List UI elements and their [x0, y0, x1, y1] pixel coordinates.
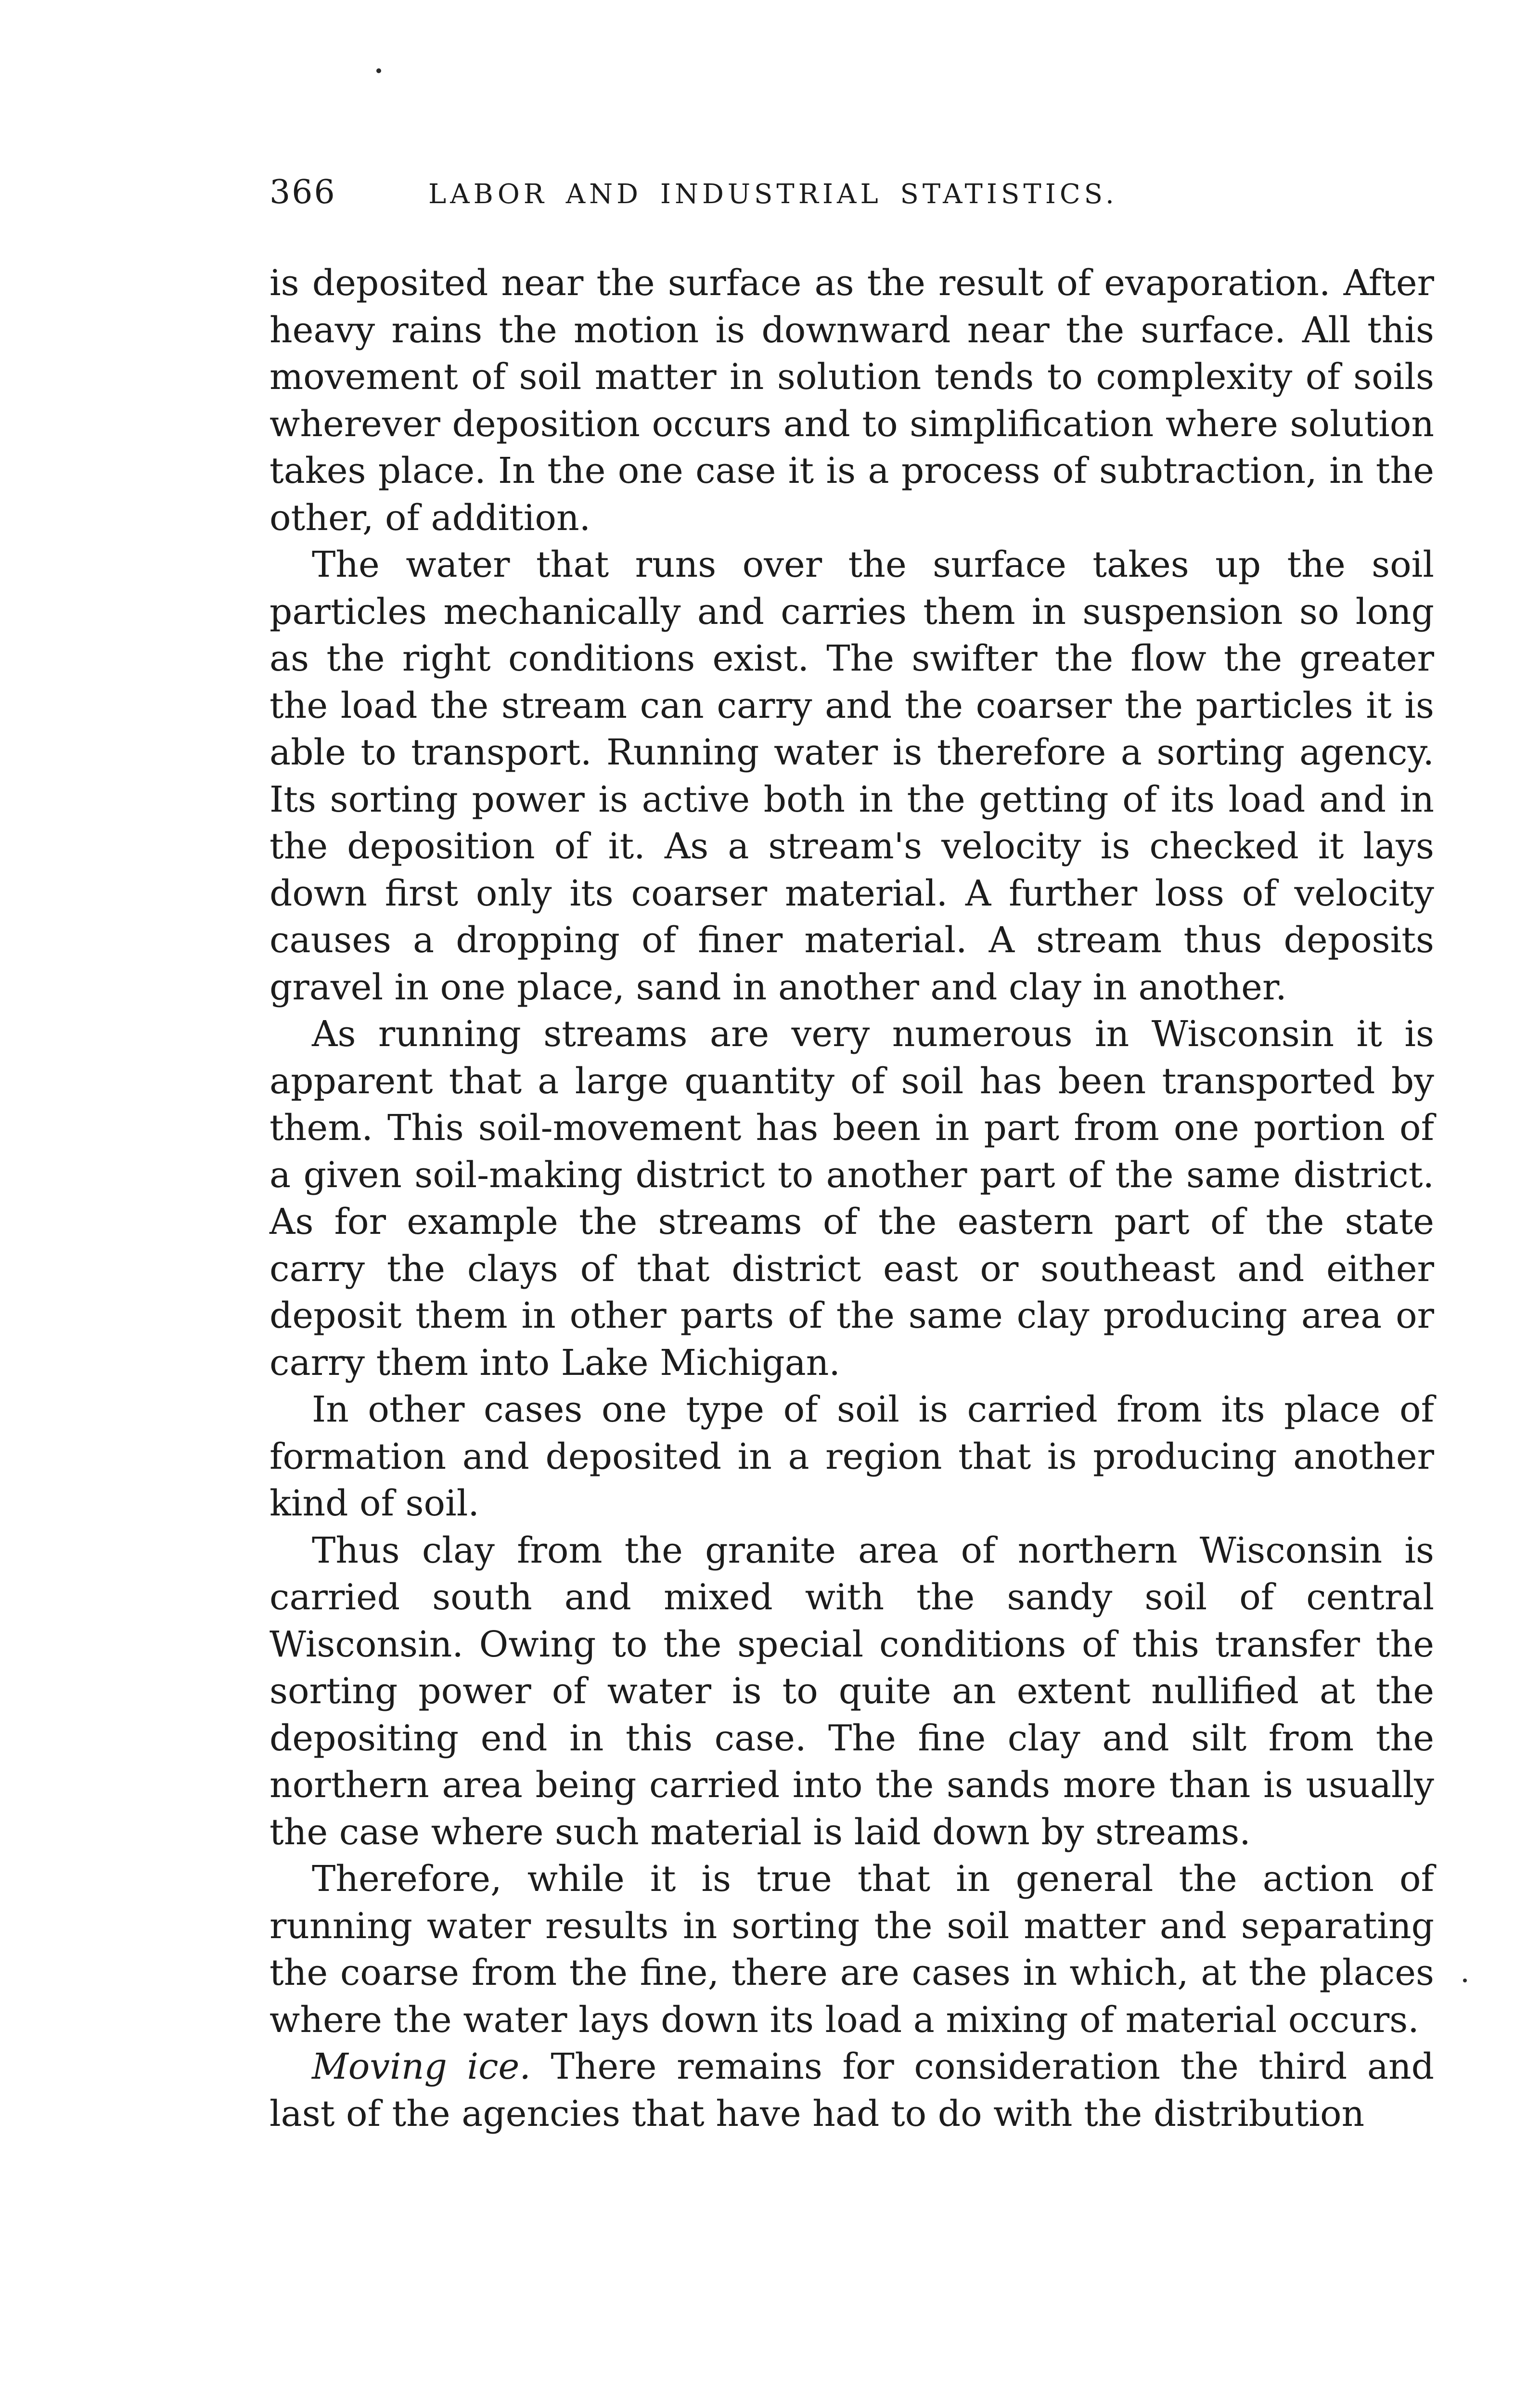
page [270, 173, 1434, 2137]
paragraph-running-streams: As running streams are very numerous in Wisconsin it is apparent that a large quantity of soil has been transported by them. This soil-movement has been in part from one portion of a given soil-making district to another part of the same district. As for example the streams of the eastern part of the state carry the clays of that district east or southeast and either deposit them in other parts of the same clay producing area or carry them into Lake Michigan. [270, 1013, 1434, 1384]
paragraph-northern-clay: Thus clay from the granite area of northern Wisconsin is carried south and mixed with the sandy soil of central Wisconsin. Owing to the special conditions of this transfer the sorting power of water is to quite an extent nullified at the depositing end in this case. The fine clay and silt from the northern area being carried into the sands more than is usually the case where such material is laid down by streams. [270, 1529, 1434, 1853]
body-text [270, 260, 1434, 2137]
page-number: 366 [270, 173, 336, 211]
paragraph-other-cases: In other cases one type of soil is carried from its place of formation and deposited in a region that is producing another kind of soil. [270, 1389, 1434, 1524]
header-title: LABOR AND INDUSTRIAL STATISTICS. [428, 179, 1118, 210]
running-head [270, 173, 1434, 226]
scan-speck [1463, 1979, 1467, 1982]
paragraph-moving-ice [270, 2044, 1434, 2137]
paragraph-mixing: Therefore, while it is true that in general the action of running water results in sorting the soil matter and separating the coarse from the fine, there are cases in which, at the places where the water lays down its load a mixing of material occurs. [270, 1858, 1434, 2041]
scan-speck [376, 68, 381, 73]
run-in-heading: Moving ice. [312, 2046, 531, 2087]
paragraph-surface-water: The water that runs over the surface takes up the soil particles mechanically and carries them in suspension so long as the right conditions exist. The swifter the flow the greater the load the stream can carry and the coarser the particles it is able to transport. Running water is therefore a sorting agency. Its sorting power is active both in the getting of its load and in the deposition of it. As a stream's velocity is checked it lays down first only its coarser material. A further loss of velocity causes a dropping of finer material. A stream thus deposits gravel in one place, sand in another and clay in another. [270, 544, 1434, 1008]
paragraph-moving-ice-text: There remains for consideration the third and last of the agencies that have had to do with the distribution [270, 2046, 1434, 2135]
paragraph-continued: is deposited near the surface as the result of evaporation. After heavy rains the motion is downward near the surface. All this movement of soil matter in solution tends to complexity of soils wherever deposition occurs and to simplification where solution takes place. In the one case it is a process of subtraction, in the other, of addition. [270, 262, 1434, 539]
